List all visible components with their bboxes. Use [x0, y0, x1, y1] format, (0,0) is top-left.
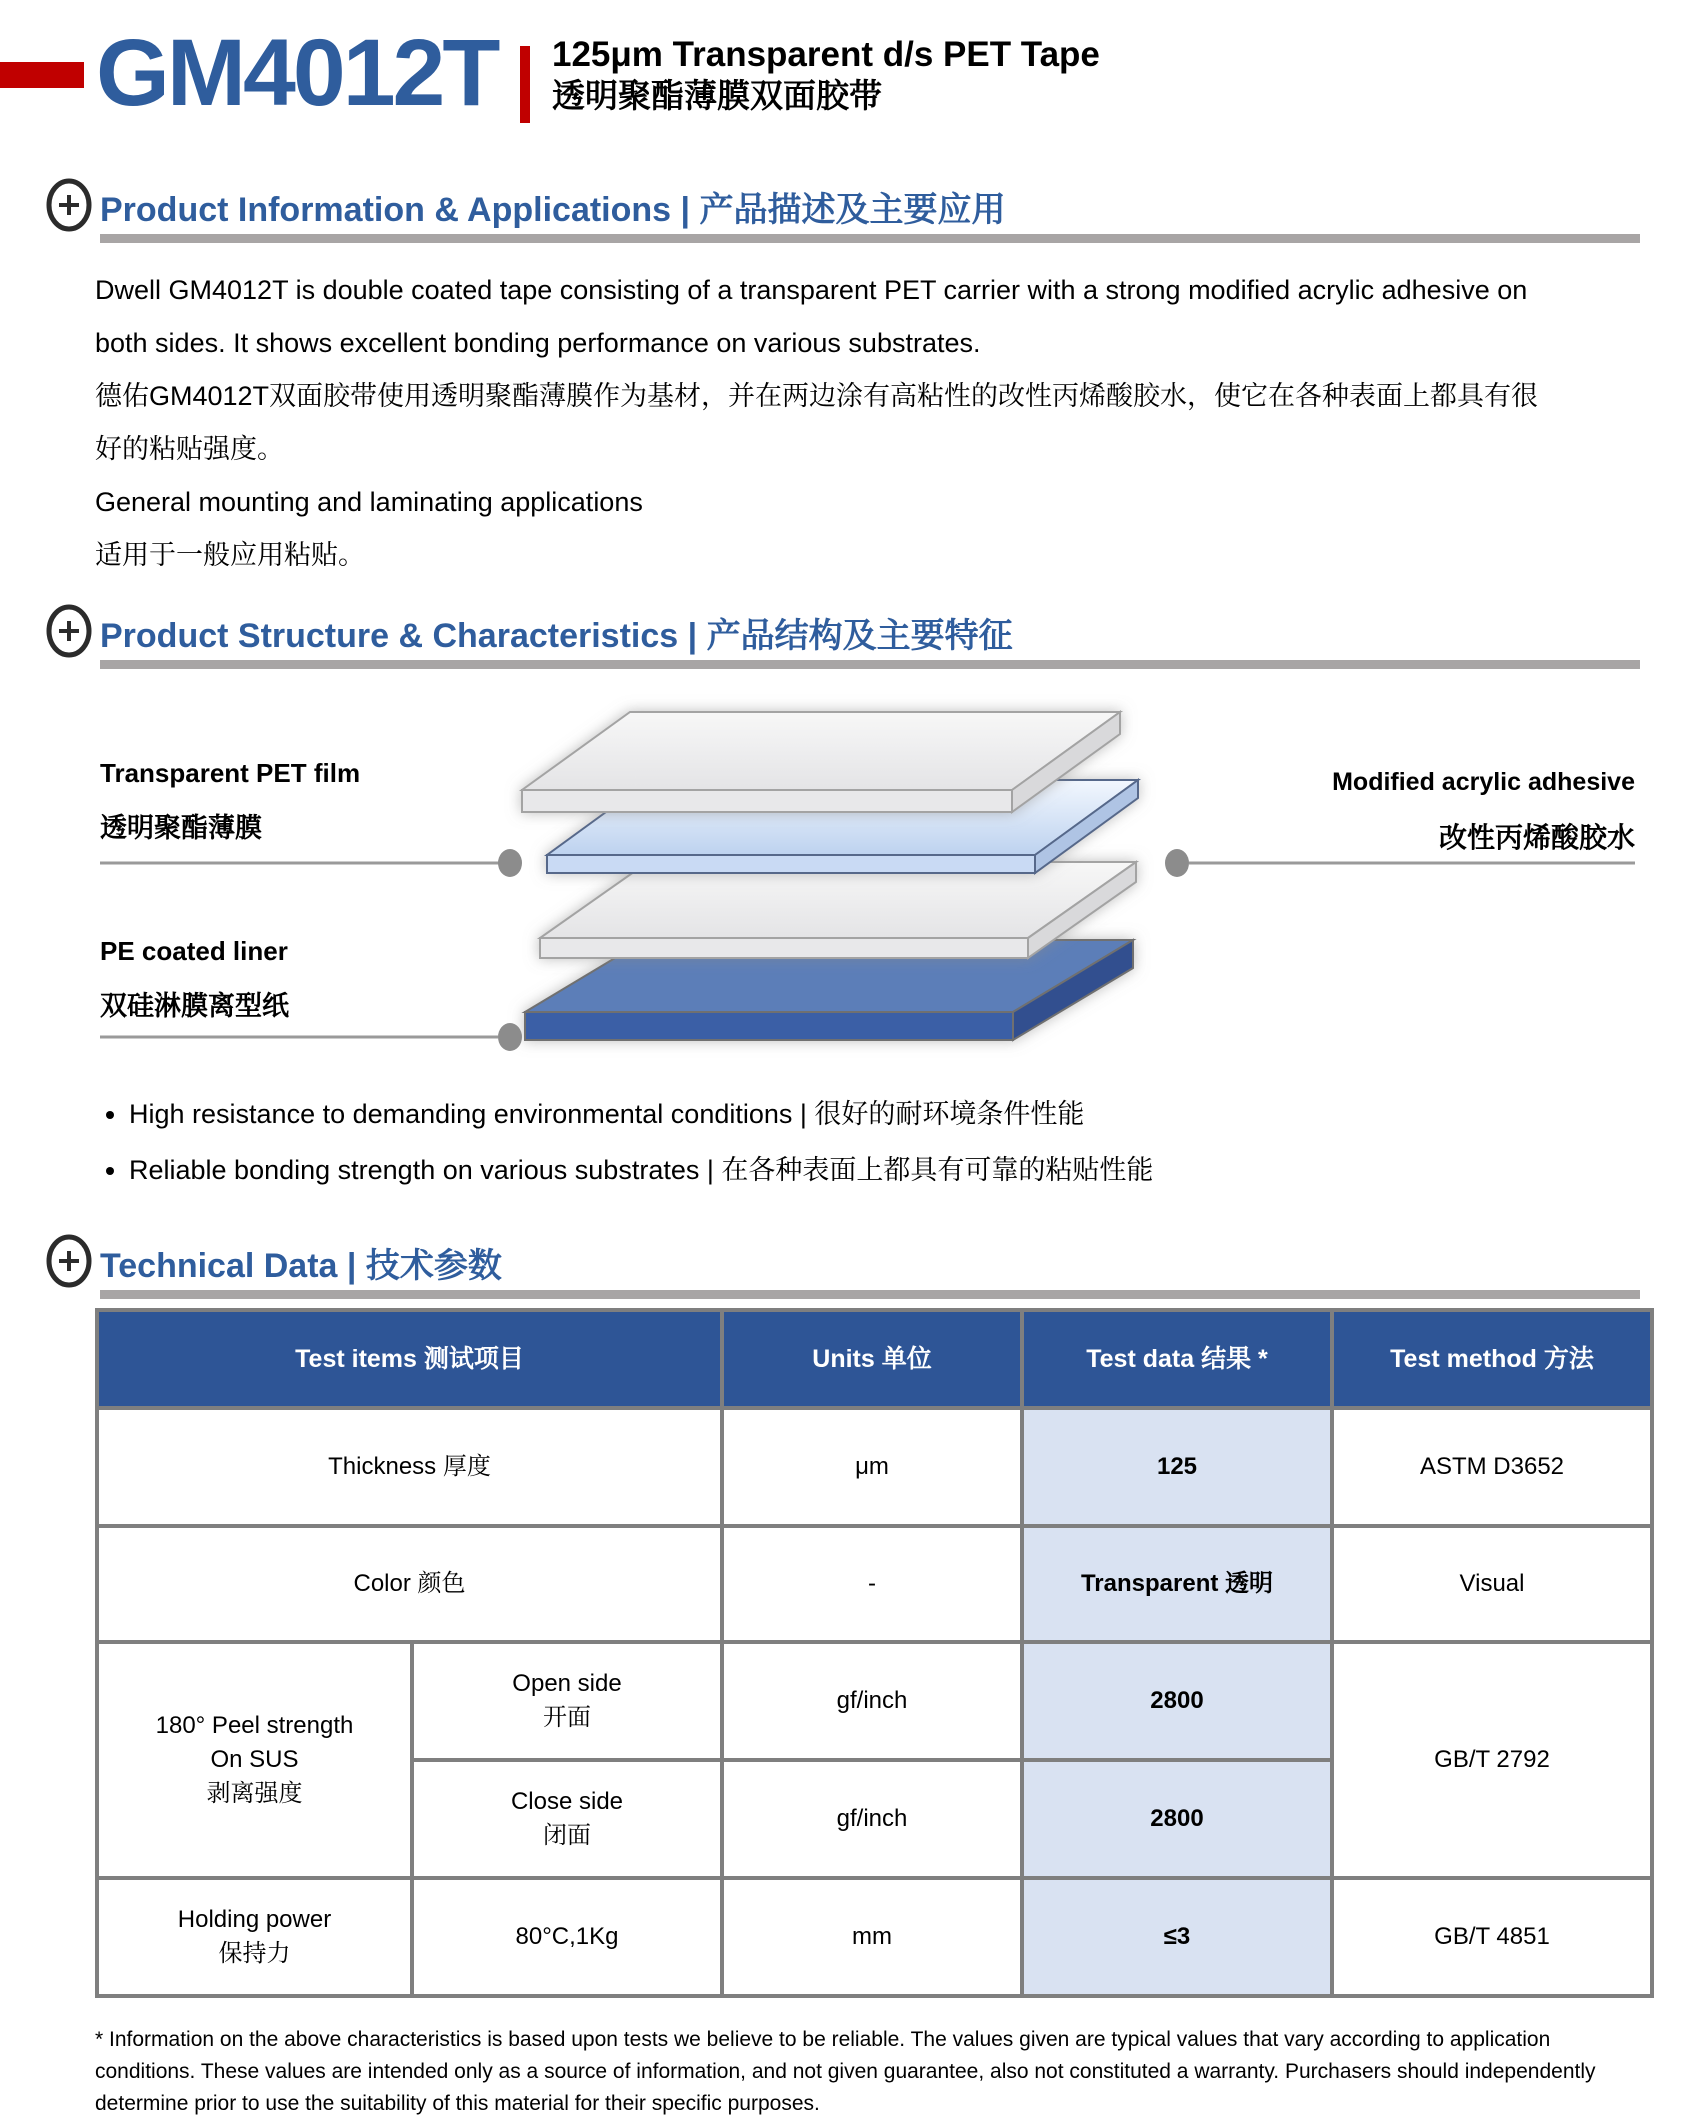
cell-units: mm: [722, 1878, 1022, 1996]
circle-plus-icon: [44, 604, 94, 665]
brand-red-dash: [0, 62, 84, 88]
cell-item: Color 颜色: [97, 1526, 722, 1642]
section-info-title: Product Information & Applications | 产品描述及主要应用: [100, 191, 1006, 229]
cell-units: -: [722, 1526, 1022, 1642]
description-line: 适用于一般应用粘贴。: [95, 540, 365, 570]
label-pet-film-en: Transparent PET film: [100, 758, 361, 788]
cell-units: gf/inch: [722, 1642, 1022, 1760]
product-description: [95, 264, 1675, 582]
section-underline: [100, 660, 1640, 669]
cell-method: Visual: [1332, 1526, 1652, 1642]
circle-plus-icon: [44, 178, 94, 239]
description-line: 德佑GM4012T双面胶带使用透明聚酯薄膜作为基材，并在两边涂有高粘性的改性丙烯酸胶水，使它在各种表面上都具有很: [95, 381, 1539, 411]
col-header-test-items: Test items 测试项目: [97, 1310, 722, 1408]
leader-line-liner: [100, 1023, 522, 1051]
table-header-row: [97, 1310, 1652, 1408]
title-divider-bar: [520, 46, 530, 123]
label-adhesive-en: Modified acrylic adhesive: [1332, 768, 1635, 796]
circle-plus-icon: [44, 1234, 94, 1295]
leader-line-pet: [100, 849, 522, 877]
cell-data: Transparent 透明: [1022, 1526, 1332, 1642]
section-technical-title: Technical Data | 技术参数: [100, 1247, 502, 1285]
cell-line: On SUS: [210, 1746, 299, 1773]
cell-item-peel-strength: [97, 1642, 412, 1878]
label-pe-liner-zh: 双硅淋膜离型纸: [100, 991, 289, 1021]
cell-method: ASTM D3652: [1332, 1408, 1652, 1526]
cell-line: 闭面: [543, 1822, 591, 1849]
cell-data: 2800: [1022, 1642, 1332, 1760]
cell-subitem-open-side: [412, 1642, 722, 1760]
label-adhesive-zh: 改性丙烯酸胶水: [1438, 822, 1635, 853]
cell-method: GB/T 4851: [1332, 1878, 1652, 1996]
table-row-thickness: [97, 1408, 1652, 1526]
section-underline: [100, 1290, 1640, 1299]
feature-item: • Reliable bonding strength on various substrates | 在各种表面上都具有可靠的粘贴性能: [129, 1142, 1153, 1198]
cell-subitem-close-side: [412, 1760, 722, 1878]
description-line: 好的粘贴强度。: [95, 434, 284, 464]
cell-units: μm: [722, 1408, 1022, 1526]
product-title-zh: 透明聚酯薄膜双面胶带: [552, 77, 882, 114]
section-info-header: [0, 178, 1700, 248]
cell-line: Open side: [512, 1670, 622, 1697]
label-pe-liner-en: PE coated liner: [100, 936, 288, 966]
section-structure-header: [0, 604, 1700, 674]
col-header-test-data: Test data 结果 *: [1022, 1310, 1332, 1408]
description-line: General mounting and laminating applications: [95, 487, 643, 517]
cell-data: 125: [1022, 1408, 1332, 1526]
table-row-peel-open: [97, 1642, 1652, 1760]
feature-item: • High resistance to demanding environmental conditions | 很好的耐环境条件性能: [129, 1086, 1153, 1142]
layer-adhesive-top: [522, 712, 1120, 812]
cell-condition: 80°C,1Kg: [412, 1878, 722, 1996]
description-line: Dwell GM4012T is double coated tape consisting of a transparent PET carrier with a strong modified acrylic adhesive on: [95, 275, 1528, 305]
description-line: both sides. It shows excellent bonding performance on various substrates.: [95, 328, 981, 358]
table-row-color: [97, 1526, 1652, 1642]
cell-line: 剥离强度: [206, 1780, 303, 1807]
technical-data-table: [95, 1308, 1654, 1998]
cell-method: GB/T 2792: [1332, 1642, 1652, 1878]
table-row-holding-power: [97, 1878, 1652, 1996]
cell-line: 保持力: [218, 1940, 291, 1967]
leader-dot: [498, 1023, 522, 1051]
col-header-test-method: Test method 方法: [1332, 1310, 1652, 1408]
col-header-units: Units 单位: [722, 1310, 1022, 1408]
tape-structure-diagram: [0, 690, 1700, 1085]
product-code-title: GM4012T: [96, 20, 498, 126]
footnote: * Information on the above characteristics is based upon tests we believe to be reliable. The values given are typical values that vary according to application conditions. These values are intended only as a source of information, and not given guarantee, also not constituted a warranty. Purchasers should independently determine prior to use the suitability of this material for their specific purposes.: [95, 2028, 1596, 2115]
cell-data: 2800: [1022, 1760, 1332, 1878]
cell-units: gf/inch: [722, 1760, 1022, 1878]
layer-adhesive-bottom: [540, 862, 1136, 958]
cell-line: Close side: [510, 1788, 624, 1815]
label-pet-film-zh: 透明聚酯薄膜: [100, 813, 262, 843]
leader-dot: [498, 849, 522, 877]
section-technical-header: [0, 1234, 1700, 1304]
feature-list: [95, 1086, 1153, 1198]
cell-line: Holding power: [177, 1906, 332, 1933]
cell-item: Thickness 厚度: [97, 1408, 722, 1526]
cell-item-holding-power: [97, 1878, 412, 1996]
section-structure-title: Product Structure & Characteristics | 产品结构及主要特征: [100, 617, 1013, 655]
cell-line: 开面: [543, 1704, 591, 1731]
section-underline: [100, 234, 1640, 243]
cell-data: ≤3: [1022, 1878, 1332, 1996]
cell-line: 180° Peel strength: [155, 1712, 354, 1739]
product-title-en: 125μm Transparent d/s PET Tape: [552, 35, 1100, 74]
